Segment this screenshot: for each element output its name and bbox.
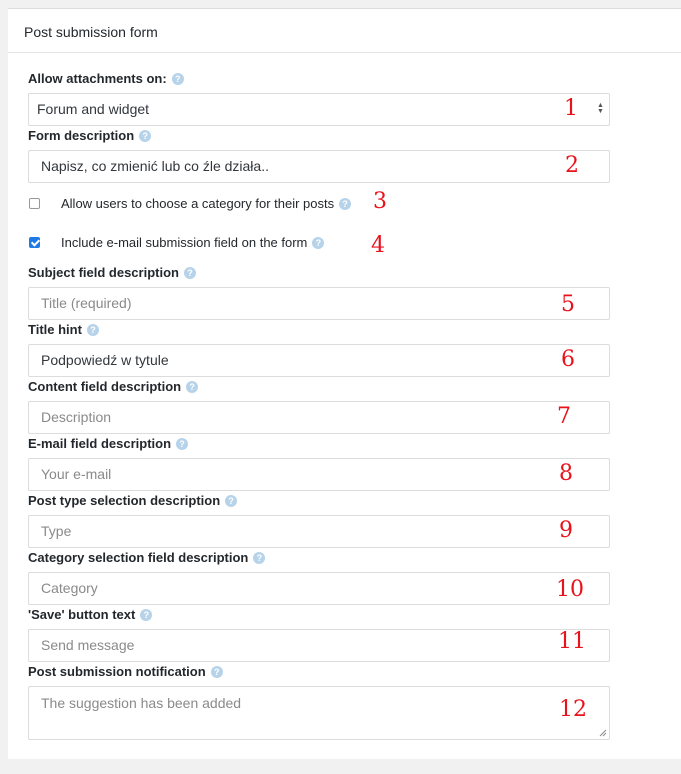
marker-4: 4	[371, 233, 385, 258]
marker-5: 5	[561, 292, 575, 317]
content-description-label	[28, 379, 198, 394]
help-icon[interactable]: ?	[225, 495, 237, 507]
title-hint-label-text: Title hint	[28, 322, 82, 337]
attachments-label-text: Allow attachments on:	[28, 71, 167, 86]
post-type-description-input[interactable]: Type	[28, 515, 610, 548]
post-type-description-label	[28, 493, 237, 508]
submission-notification-label	[28, 664, 223, 679]
include-email-checkbox[interactable]	[29, 237, 40, 248]
attachments-select[interactable]	[28, 93, 610, 126]
subject-description-input[interactable]: Title (required)	[28, 287, 610, 320]
help-icon[interactable]: ?	[87, 324, 99, 336]
include-email-label: Include e-mail submission field on the form	[61, 235, 308, 250]
help-icon[interactable]: ?	[176, 438, 188, 450]
help-icon[interactable]: ?	[172, 73, 184, 85]
email-description-label	[28, 436, 188, 451]
allow-category-label: Allow users to choose a category for their posts	[61, 196, 335, 211]
content-description-label-text: Content field description	[28, 379, 182, 394]
submission-notification-label-text: Post submission notification	[28, 664, 206, 679]
help-icon[interactable]: ?	[339, 198, 351, 210]
marker-6: 6	[561, 347, 575, 372]
marker-11: 11	[558, 629, 586, 654]
category-description-input[interactable]: Category	[28, 572, 610, 605]
form-description-label	[28, 128, 151, 143]
subject-description-label-text: Subject field description	[28, 265, 179, 280]
subject-description-label	[28, 265, 196, 280]
submission-notification-textarea[interactable]	[28, 686, 610, 740]
email-description-label-text: E-mail field description	[28, 436, 172, 451]
marker-9: 9	[559, 518, 573, 543]
help-icon[interactable]: ?	[186, 381, 198, 393]
help-icon[interactable]: ?	[312, 237, 324, 249]
help-icon[interactable]: ?	[253, 552, 265, 564]
panel-title: Post submission form	[8, 9, 681, 53]
sort-arrows-icon: ▲ ▼	[597, 102, 604, 115]
allow-category-checkbox[interactable]	[29, 198, 40, 209]
content-description-input[interactable]: Description	[28, 401, 610, 434]
help-icon[interactable]: ?	[184, 267, 196, 279]
form-description-label-text: Form description	[28, 128, 135, 143]
help-icon[interactable]: ?	[211, 666, 223, 678]
marker-12: 12	[559, 697, 587, 722]
resize-handle-icon[interactable]	[599, 729, 607, 737]
save-button-text-input[interactable]: Send message	[28, 629, 610, 662]
attachments-label	[28, 71, 184, 86]
title-hint-label	[28, 322, 99, 337]
form-description-input[interactable]: Napisz, co zmienić lub co źle działa..	[28, 150, 610, 183]
marker-10: 10	[556, 577, 584, 602]
allow-category-row	[28, 196, 351, 211]
submission-notification-placeholder: The suggestion has been added	[41, 695, 242, 711]
category-description-label-text: Category selection field description	[28, 550, 249, 565]
category-description-label	[28, 550, 265, 565]
marker-1: 1	[564, 96, 578, 121]
marker-3: 3	[373, 189, 387, 214]
save-button-text-label-text: 'Save' button text	[28, 607, 136, 622]
include-email-row	[28, 235, 324, 250]
post-type-description-label-text: Post type selection description	[28, 493, 221, 508]
help-icon[interactable]: ?	[140, 609, 152, 621]
title-hint-input[interactable]: Podpowiedź w tytule	[28, 344, 610, 377]
marker-8: 8	[559, 461, 573, 486]
attachments-select-value: Forum and widget	[37, 101, 150, 117]
marker-2: 2	[565, 153, 579, 178]
save-button-text-label	[28, 607, 152, 622]
settings-panel	[8, 8, 681, 759]
email-description-input[interactable]: Your e-mail	[28, 458, 610, 491]
marker-7: 7	[557, 404, 571, 429]
help-icon[interactable]: ?	[139, 130, 151, 142]
